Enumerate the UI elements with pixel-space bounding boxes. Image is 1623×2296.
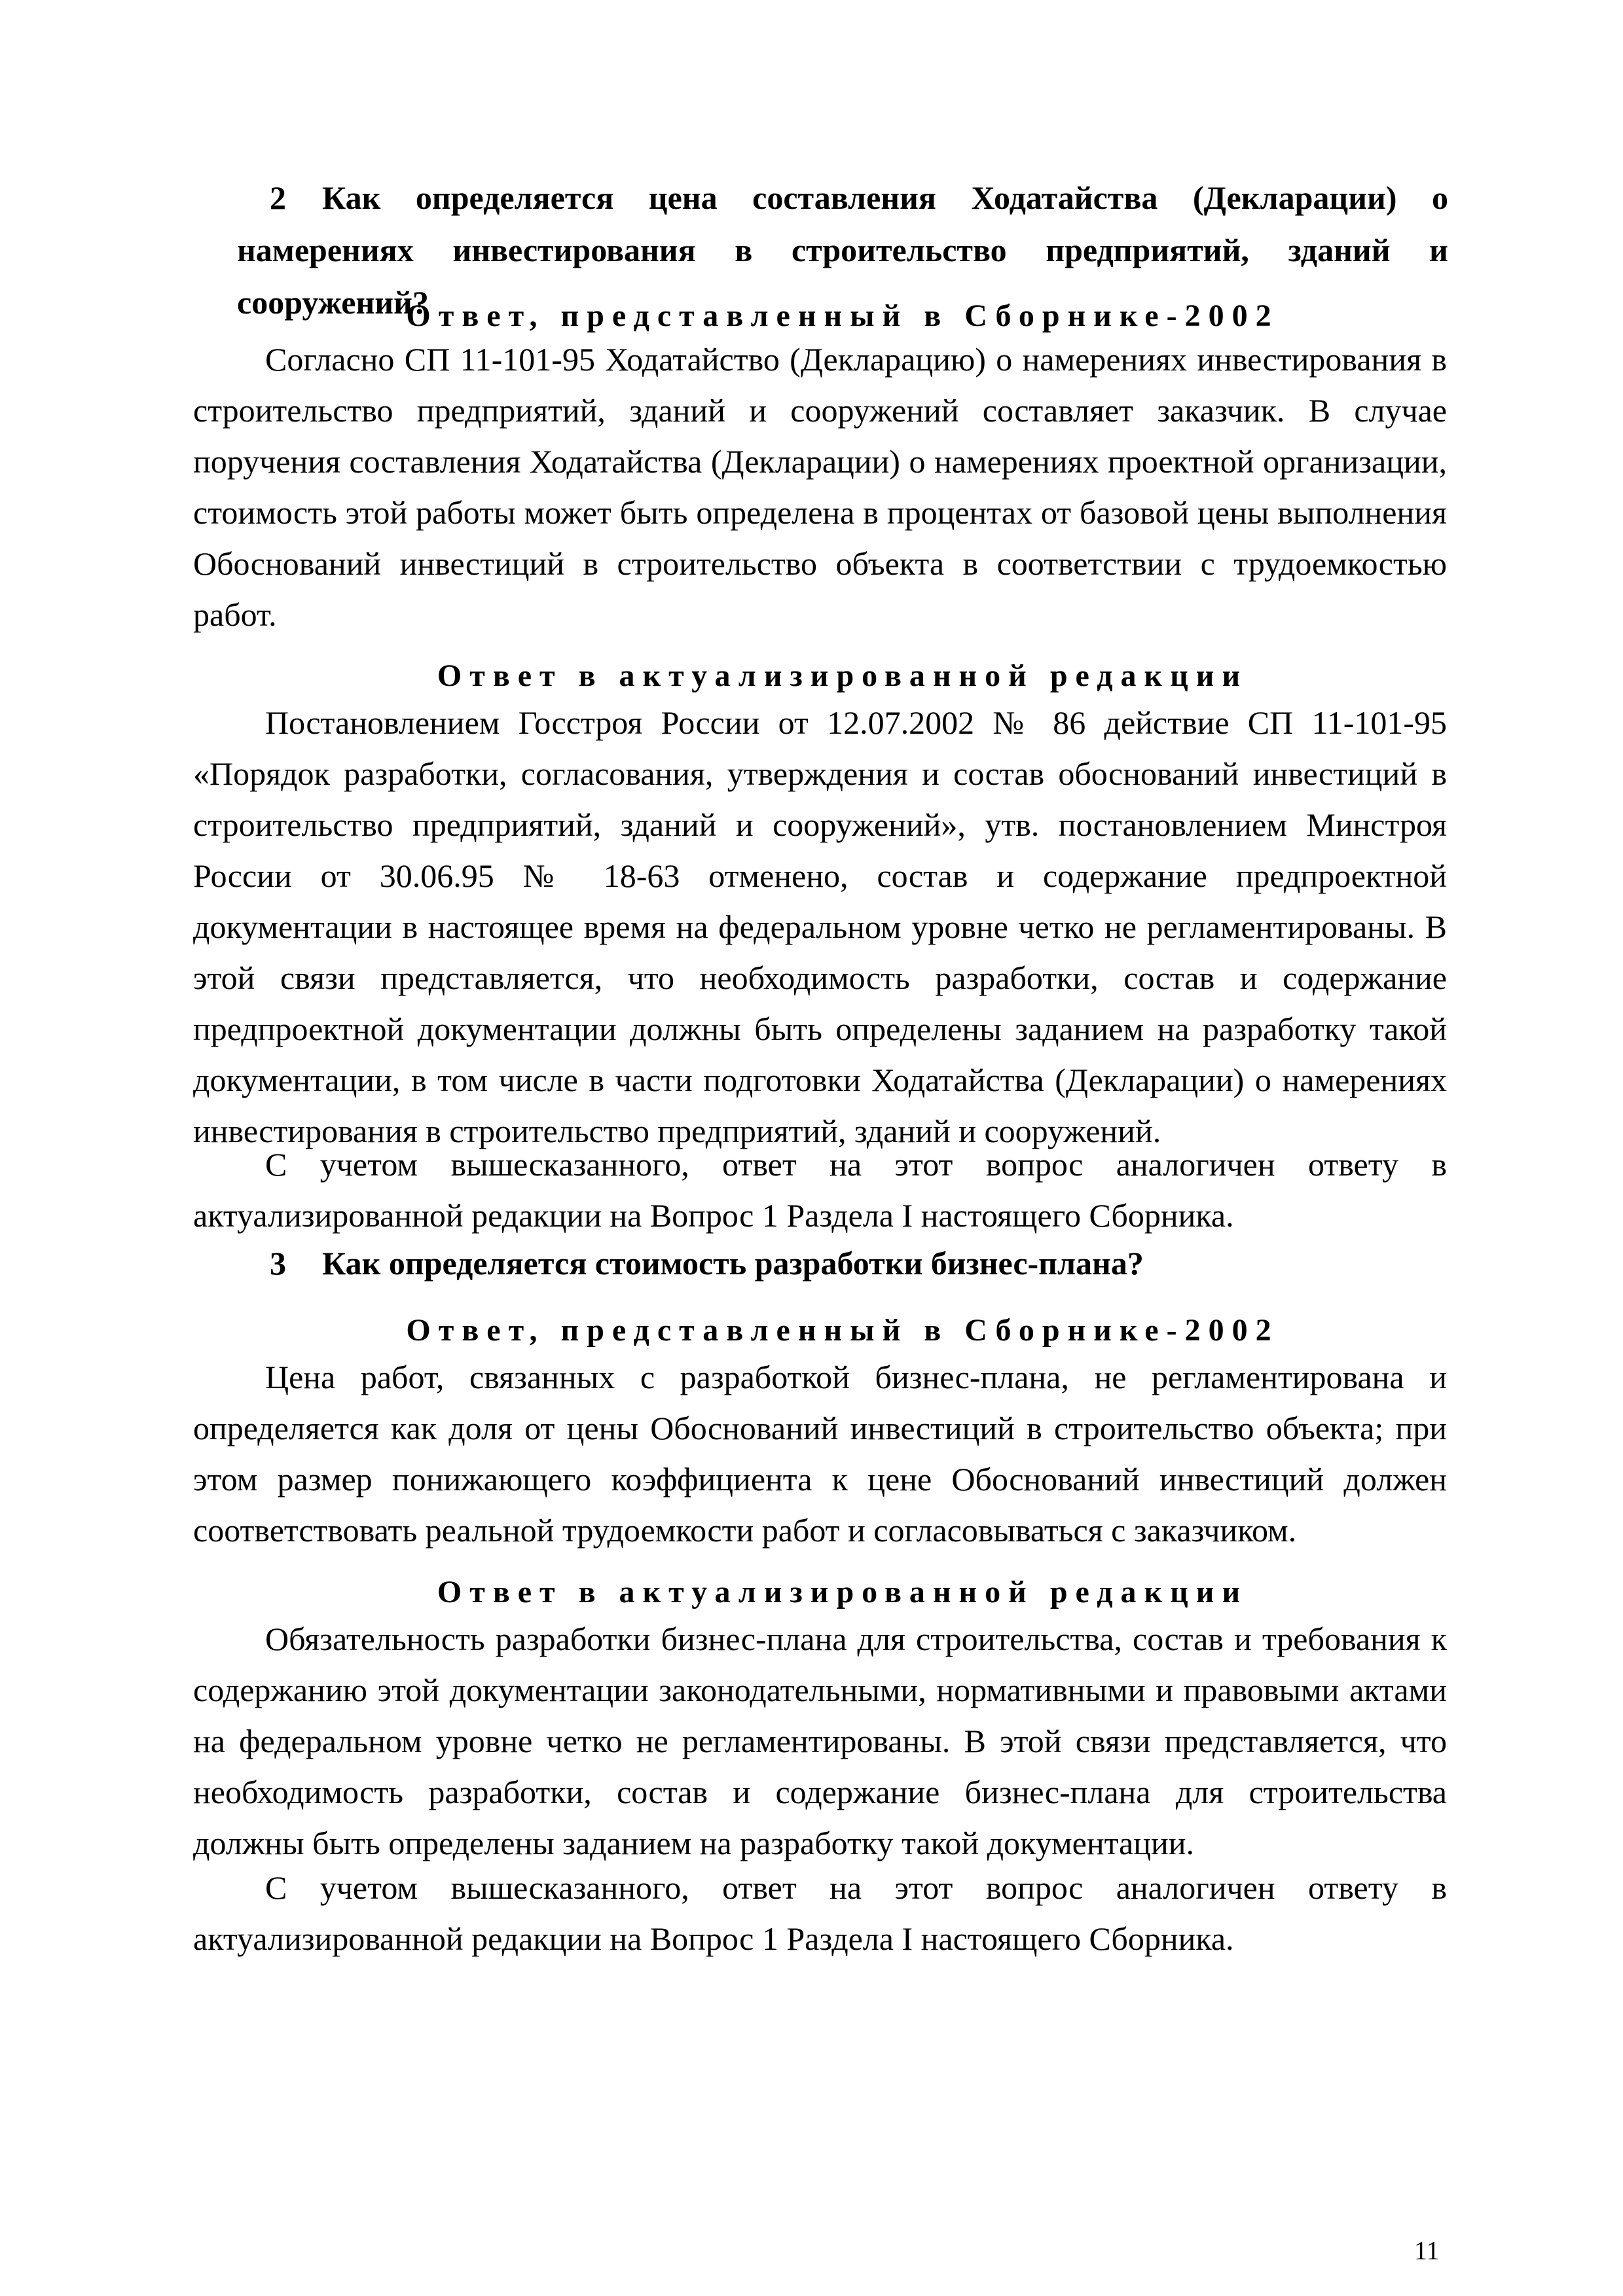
question-number: 3: [270, 1245, 286, 1282]
answer-updated-heading: Ответ в актуализированной редакции: [437, 1575, 1249, 1609]
answer-updated-paragraph: С учетом вышесказанного, ответ на этот вопрос аналогичен ответу в актуализированной редакции на Вопрос 1 Раздела I настоящего Сборника.: [193, 1146, 1447, 1234]
question-3: [237, 1237, 1448, 1289]
question-text: Как определяется цена составления Ходатайства (Декларации) о намерениях инвестирования в строительство предприятий, зданий и сооружений?: [237, 179, 1448, 321]
question-text: Как определяется стоимость разработки бизнес-плана?: [322, 1245, 1144, 1282]
answer-updated-paragraph: С учетом вышесказанного, ответ на этот вопрос аналогичен ответу в актуализированной редакции на Вопрос 1 Раздела I настоящего Сборника.: [193, 1869, 1447, 1957]
answer-2002-text: Согласно СП 11-101-95 Ходатайство (Декларацию) о намерениях инвестирования в строительство предприятий, зданий и сооружений составляет заказчик. В случае поручения составления Ходатайства (Декларации) о намерениях проектной организации, стоимость этой работы может быть определена в процентах от базовой цены выполнения Обоснований инвестиций в строительство объекта в соответствии с трудоемкостью работ.: [193, 341, 1447, 633]
answer-updated-paragraph: Постановлением Госстроя России от 12.07.2002 № 86 действие СП 11-101-95 «Порядок разработки, согласования, утверждения и состав обоснований инвестиций в строительство предприятий, зданий и сооружений», утв. постановлением Минстроя России от 30.06.95 № 18-63 отменено, состав и содержание предпроектной документации в настоящее время на федеральном уровне четко не регламентированы. В этой связи представляется, что необходимость разработки, состав и содержание предпроектной документации должны быть определены заданием на разработку такой документации, в том числе в части подготовки Ходатайства (Декларации) о намерениях инвестирования в строительство предприятий, зданий и сооружений.: [193, 704, 1447, 1149]
page-number: 11: [1414, 2236, 1440, 2265]
question-number: 2: [270, 179, 286, 216]
answer-updated-paragraph: Обязательность разработки бизнес-плана для строительства, состав и требования к содержанию этой документации законодательными, нормативными и правовыми актами на федеральном уровне четко не регламентированы. В этой связи представляется, что необходимость разработки, состав и содержание бизнес-плана для строительства должны быть определены заданием на разработку такой документации.: [193, 1621, 1447, 1861]
answer-updated-heading: Ответ в актуализированной редакции: [437, 658, 1249, 693]
answer-2002-heading: Ответ, представленный в Сборнике-2002: [406, 298, 1279, 333]
answer-2002-text: Цена работ, связанных с разработкой бизнес-плана, не регламентирована и определяется как доля от цены Обоснований инвестиций в строительство объекта; при этом размер понижающего коэффициента к цене Обоснований инвестиций должен соответствовать реальной трудоемкости работ и согласовываться с заказчиком.: [193, 1359, 1447, 1549]
answer-2002-heading: Ответ, представленный в Сборнике-2002: [406, 1313, 1279, 1348]
